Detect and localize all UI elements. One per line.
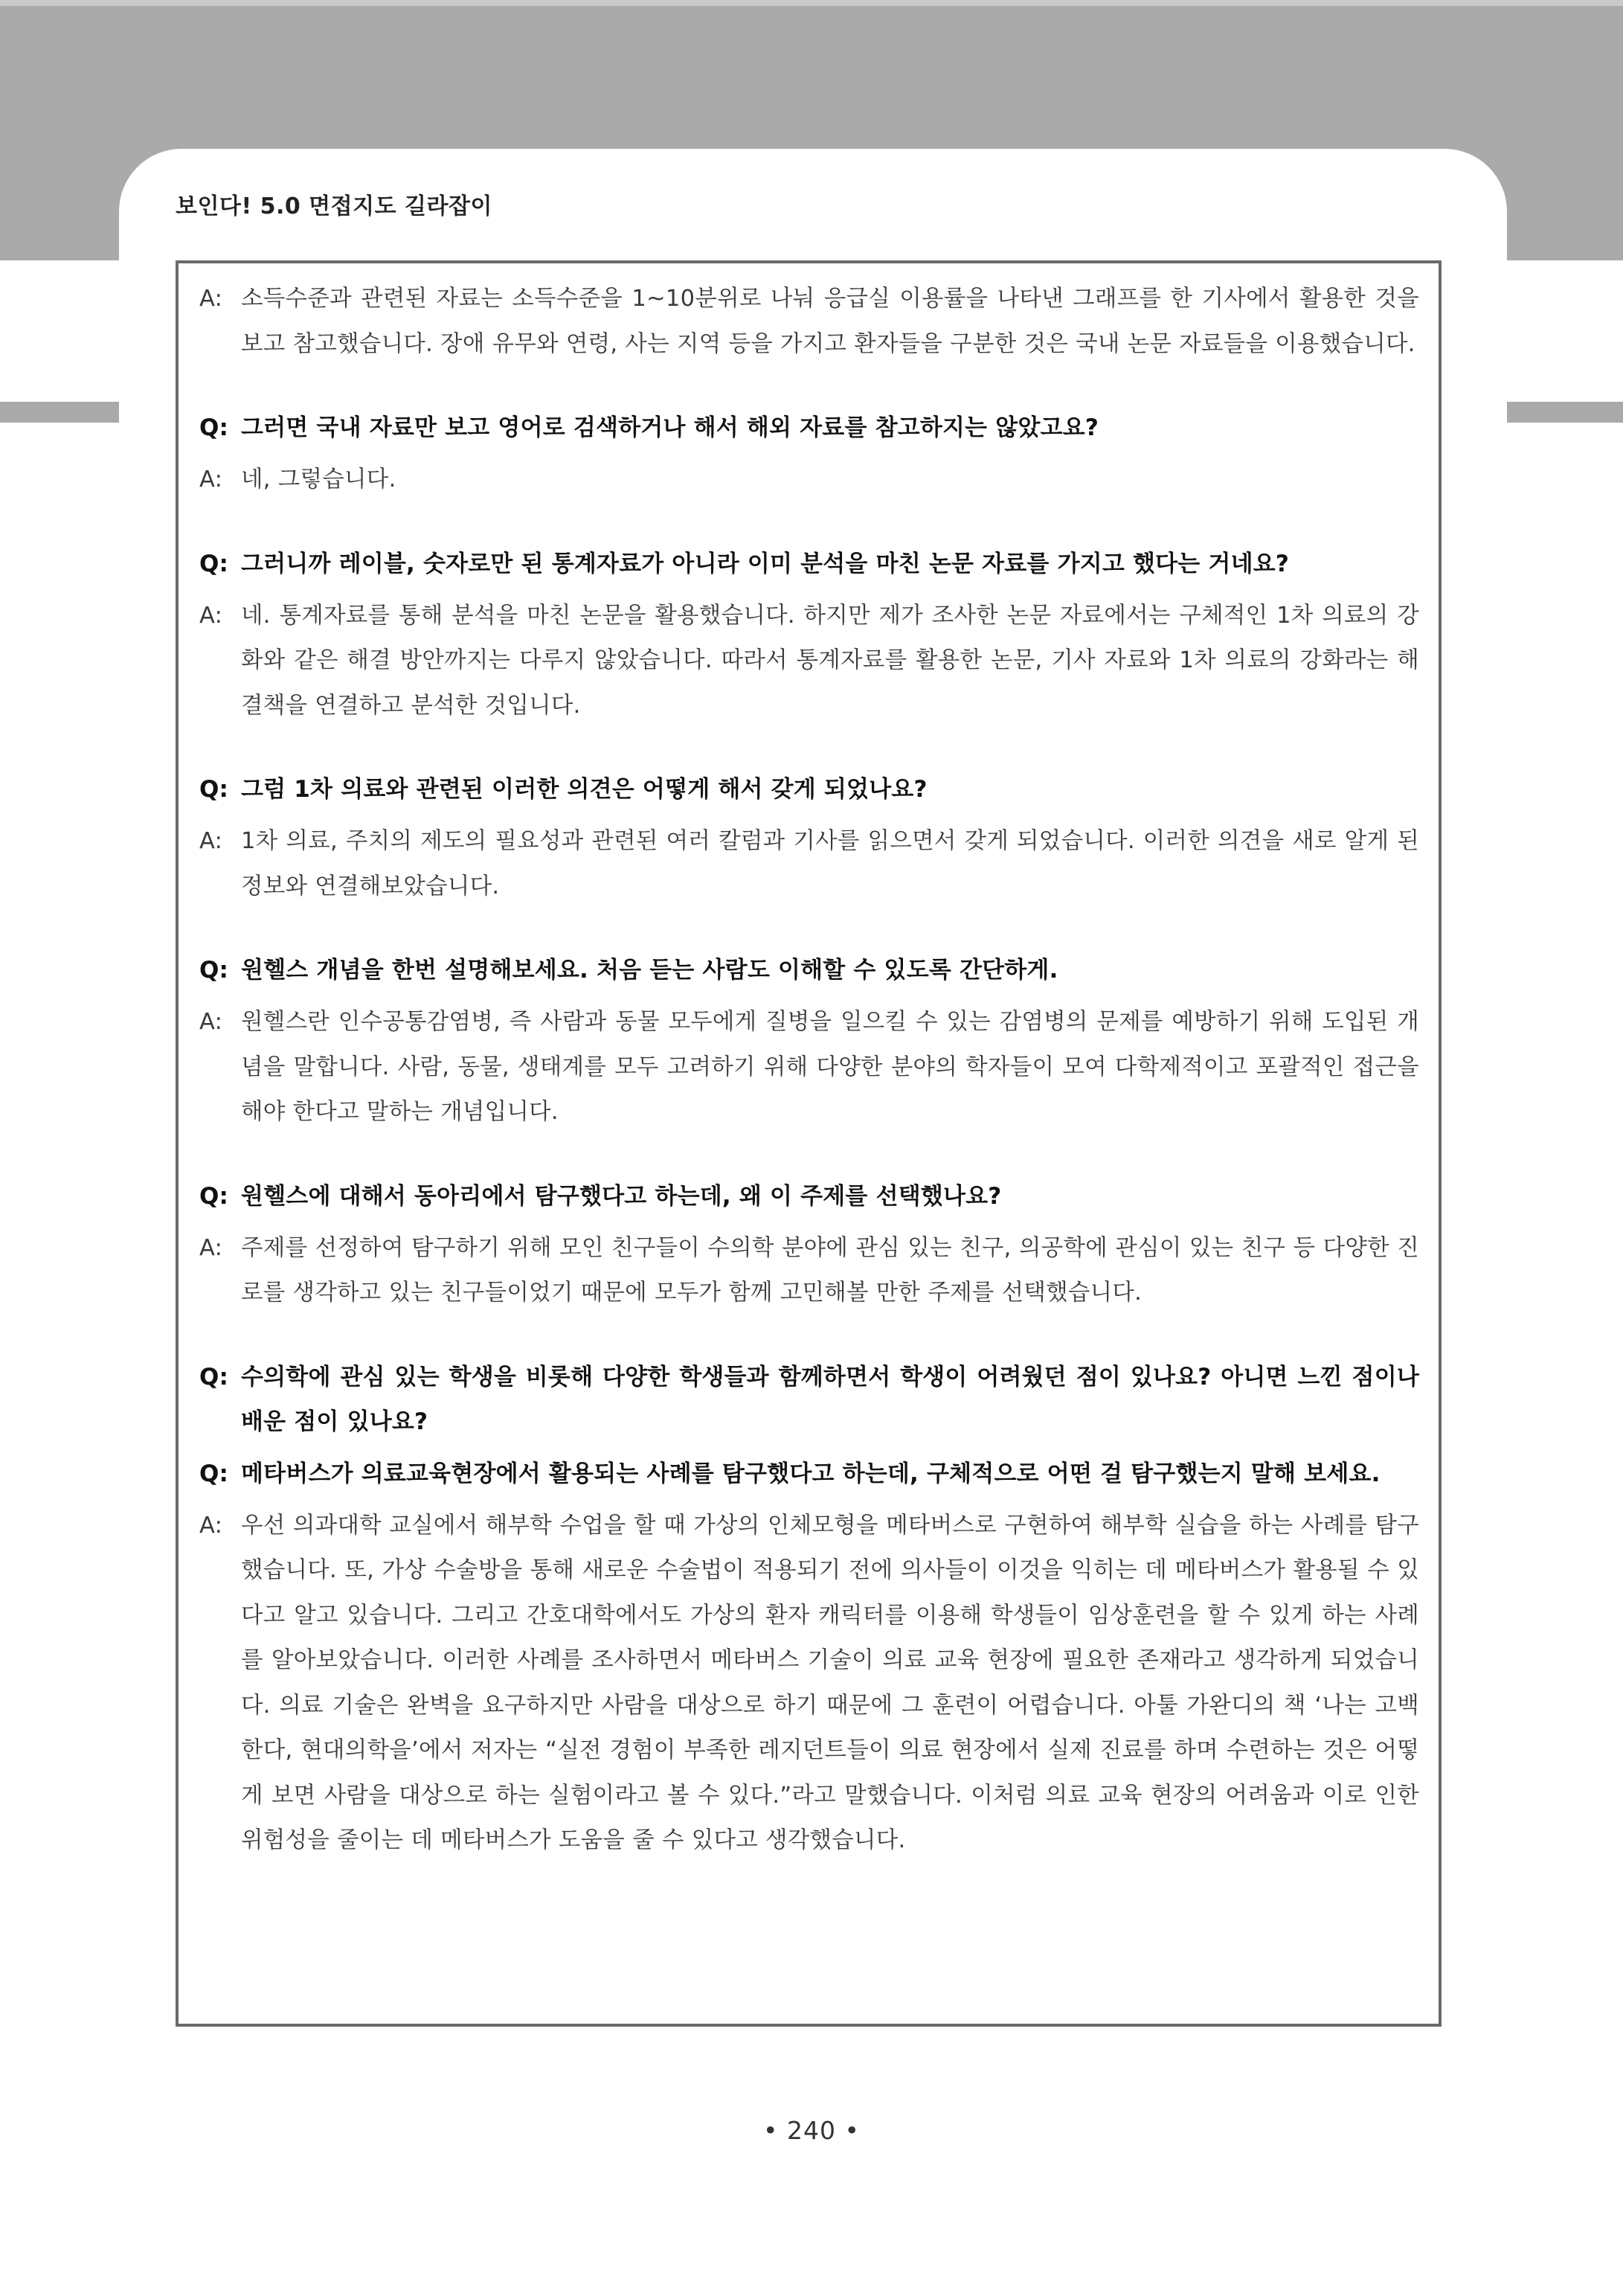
question-text: 그러면 국내 자료만 보고 영어로 검색하거나 해서 해외 자료를 참고하지는 않았고요?: [241, 414, 1099, 441]
question-prefix: Q:: [199, 414, 229, 441]
question-prefix: Q:: [199, 776, 229, 803]
answer-item: [199, 1000, 1419, 1135]
answer-prefix: A:: [199, 1234, 223, 1261]
question-text: 원헬스 개념을 한번 설명해보세요. 처음 듣는 사람도 이해할 수 있도록 간단하게.: [241, 957, 1058, 984]
question-text: 메타버스가 의료교육현장에서 활용되는 사례를 탐구했다고 하는데, 구체적으로 어떤 걸 탐구했는지 말해 보세요.: [241, 1460, 1381, 1487]
question-item: [199, 948, 1419, 993]
answer-prefix: A:: [199, 828, 223, 854]
question-prefix: Q:: [199, 1460, 229, 1487]
answer-text: 1차 의료, 주치의 제도의 필요성과 관련된 여러 칼럼과 기사를 읽으면서 갖게 되었습니다. 이러한 의견을 새로 알게 된 정보와 연결해보았습니다.: [241, 828, 1419, 900]
answer-text: 소득수준과 관련된 자료는 소득수준을 1~10분위로 나눠 응급실 이용률을 나타낸 그래프를 한 기사에서 활용한 것을 보고 참고했습니다. 장애 유무와 연령, 사는 지역 등을 가지고 환자들을 구분한 것은 국내 논문 자료들을 이용했습니다.: [241, 286, 1419, 357]
answer-text: 네, 그렇습니다.: [241, 466, 396, 493]
answer-text: 네. 통계자료를 통해 분석을 마친 논문을 활용했습니다. 하지만 제가 조사한 논문 자료에서는 구체적인 1차 의료의 강화와 같은 해결 방안까지는 다루지 않았습니다. 따라서 통계자료를 활용한 논문, 기사 자료와 1차 의료의 강화라는 해결책을 연결하고 분석한 것입니다.: [241, 602, 1419, 719]
question-text: 그럼 1차 의료와 관련된 이러한 의견은 어떻게 해서 갖게 되었나요?: [241, 776, 928, 803]
answer-text: 우선 의과대학 교실에서 해부학 수업을 할 때 가상의 인체모형을 메타버스로 구현하여 해부학 실습을 하는 사례를 탐구했습니다. 또, 가상 수술방을 통해 새로운 수술법이 적용되기 전에 의사들이 이것을 익히는 데 메타버스가 활용될 수 있다고 알고 있습니다. 그리고 간호대학에서도 가상의 환자 캐릭터를 이용해 학생들이 임상훈련을 할 수 있게 하는 사례를 알아보았습니다. 이러한 사례를 조사하면서 메타버스 기술이 의료 교육 현장에 필요한 존재라고 생각하게 되었습니다. 의료 기술은 완벽을 요구하지만 사람을 대상으로 하기 때문에 그 훈련이 어렵습니다. 아툴 가완디의 책 ‘나는 고백한다, 현대의학을’에서 저자는 “실전 경험이 부족한 레지던트들이 의료 현장에서 실제 진료를 하며 수련하는 것은 어떻게 보면 사람을 대상으로 하는 실험이라고 볼 수 있다.”라고 말했습니다. 이처럼 의료 교육 현장의 어려움과 이로 인한 위험성을 줄이는 데 메타버스가 도움을 줄 수 있다고 생각했습니다.: [241, 1512, 1419, 1853]
question-prefix: Q:: [199, 957, 229, 984]
side-margin-right: [1507, 260, 1623, 402]
question-item: [199, 1452, 1419, 1496]
side-stripe-left: [0, 402, 119, 423]
qa-content: [199, 277, 1419, 1864]
question-prefix: Q:: [199, 1363, 229, 1391]
answer-item: [199, 458, 1419, 503]
question-item: [199, 1174, 1419, 1219]
answer-prefix: A:: [199, 466, 223, 493]
answer-item: [199, 1226, 1419, 1316]
answer-prefix: A:: [199, 602, 223, 629]
answer-text: 주제를 선정하여 탐구하기 위해 모인 친구들이 수의학 분야에 관심 있는 친구, 의공학에 관심이 있는 친구 등 다양한 진로를 생각하고 있는 친구들이었기 때문에 모두가 함께 고민해볼 만한 주제를 선택했습니다.: [241, 1234, 1419, 1306]
running-head: 보인다! 5.0 면접지도 길라잡이: [176, 193, 492, 219]
page-number: • 240 •: [763, 2116, 860, 2145]
question-item: [199, 767, 1419, 812]
question-text: 원헬스에 대해서 동아리에서 탐구했다고 하는데, 왜 이 주제를 선택했나요?: [241, 1182, 1002, 1210]
answer-item: [199, 277, 1419, 367]
side-stripe-right: [1507, 402, 1623, 423]
answer-item: [199, 594, 1419, 729]
answer-prefix: A:: [199, 286, 223, 312]
question-text: 수의학에 관심 있는 학생을 비롯해 다양한 학생들과 함께하면서 학생이 어려웠던 점이 있나요? 아니면 느낀 점이나 배운 점이 있나요?: [241, 1363, 1419, 1435]
answer-prefix: A:: [199, 1009, 223, 1035]
question-prefix: Q:: [199, 1182, 229, 1210]
answer-text: 원헬스란 인수공통감염병, 즉 사람과 동물 모두에게 질병을 일으킬 수 있는 감염병의 문제를 예방하기 위해 도입된 개념을 말합니다. 사람, 동물, 생태계를 모두 고려하기 위해 다양한 분야의 학자들이 모여 다학제적이고 포괄적인 접근을 해야 한다고 말하는 개념입니다.: [241, 1009, 1419, 1125]
question-item: [199, 1355, 1419, 1444]
answer-item: [199, 819, 1419, 909]
question-prefix: Q:: [199, 550, 229, 577]
qa-frame: [176, 260, 1442, 2027]
answer-prefix: A:: [199, 1512, 223, 1539]
question-text: 그러니까 레이블, 숫자로만 된 통계자료가 아니라 이미 분석을 마친 논문 자료를 가지고 했다는 거네요?: [241, 550, 1290, 577]
side-margin-left: [0, 260, 119, 402]
question-item: [199, 542, 1419, 586]
answer-item: [199, 1504, 1419, 1864]
question-item: [199, 405, 1419, 450]
header-banner-line: [0, 0, 1623, 6]
